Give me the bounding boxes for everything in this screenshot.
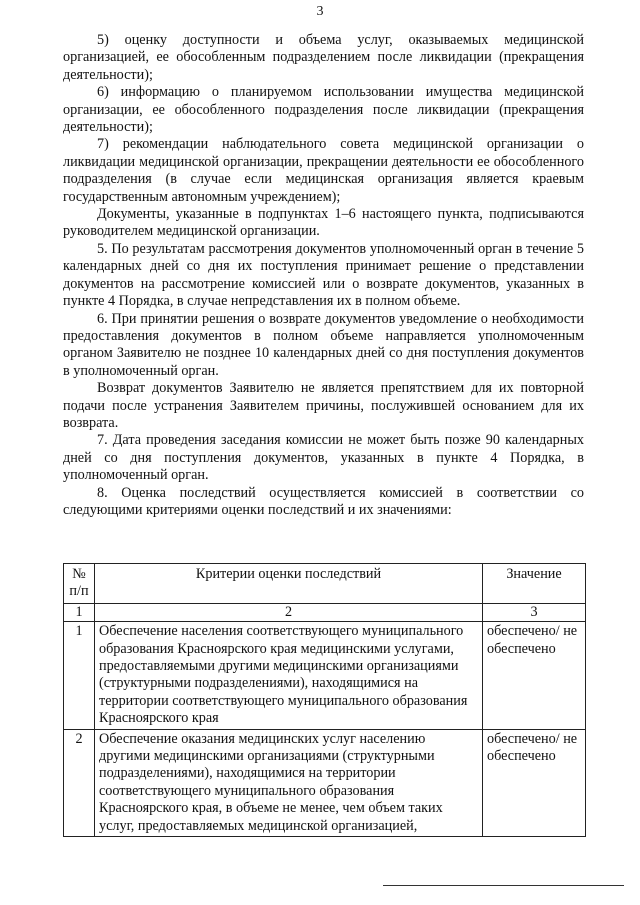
criteria-table [63, 563, 586, 837]
footer-divider [383, 885, 624, 886]
header-criteria: Критерии оценки последствий [95, 564, 483, 604]
table-header-row [64, 564, 586, 604]
row-value: обеспечено/ не обеспечено [483, 729, 586, 836]
paragraph-documents-signed: Документы, указанные в подпунктах 1–6 настоящего пункта, подписываются руководителем медицинской организации. [63, 206, 584, 240]
paragraph-item-7: 7) рекомендации наблюдательного совета медицинской организации о ликвидации медицинской организации, прекращении деятельности ее обособленного подразделения (в случае если медицинская организация является краевым государственным автономным учреждением); [63, 136, 584, 205]
paragraph-clause-5: 5. По результатам рассмотрения документов уполномоченный орган в течение 5 календарных дней со дня их поступления принимает решение о представлении документов на рассмотрение комиссией или о возврате документов, указанных в пункте 4 Порядка, в случае непредставления их в полном объеме. [63, 240, 584, 310]
row-value: обеспечено/ не обеспечено [483, 622, 586, 729]
table-row [64, 622, 586, 729]
row-number: 2 [64, 729, 95, 836]
table-row [64, 729, 586, 836]
header-value: Значение [483, 564, 586, 604]
row-number: 1 [64, 622, 95, 729]
page-number: 3 [316, 4, 324, 19]
table-index-row [64, 603, 586, 621]
paragraph-clause-7: 7. Дата проведения заседания комиссии не может быть позже 90 календарных дней со дня поступления документов, указанных в пункте 4 Порядка, в уполномоченный орган. [63, 432, 584, 484]
row-criteria: Обеспечение населения соответствующего муниципального образования Красноярского края медицинскими услугами, предоставляемыми другими медицинскими организациями (структурными подразделениями), находящимися на территории соответствующего муниципального образования Красноярского края [95, 622, 483, 729]
row-criteria: Обеспечение оказания медицинских услуг населению другими медицинскими организациями (структурными подразделениями), находящимися на территории соответствующего муниципального образования Красноярского края, в объеме не менее, чем объем таких услуг, предоставляемых медицинской организацией, [95, 729, 483, 836]
index-cell: 3 [483, 603, 586, 621]
paragraph-return-documents: Возврат документов Заявителю не является препятствием для их повторной подачи после устранения Заявителем причины, послужившей основанием для их возврата. [63, 380, 584, 431]
paragraph-clause-6: 6. При принятии решения о возврате документов уведомление о необходимости предоставления документов в полном объеме направляется уполномоченным органом Заявителю не позднее 10 календарных дней со дня поступления документов в уполномоченный орган. [63, 310, 584, 379]
index-cell: 1 [64, 603, 95, 621]
paragraph-item-5: 5) оценку доступности и объема услуг, оказываемых медицинской организацией, ее обособленным подразделением после ликвидации (прекращения деятельности); [63, 32, 584, 83]
header-number: № п/п [64, 564, 95, 604]
paragraph-clause-8: 8. Оценка последствий осуществляется комиссией в соответствии со следующими критериями оценки последствий и их значениями: [63, 484, 584, 518]
document-body [63, 32, 584, 519]
index-cell: 2 [95, 603, 483, 621]
paragraph-item-6: 6) информацию о планируемом использовании имущества медицинской организации, ее обособленного подразделения после ликвидации (прекращения деятельности); [63, 84, 584, 136]
